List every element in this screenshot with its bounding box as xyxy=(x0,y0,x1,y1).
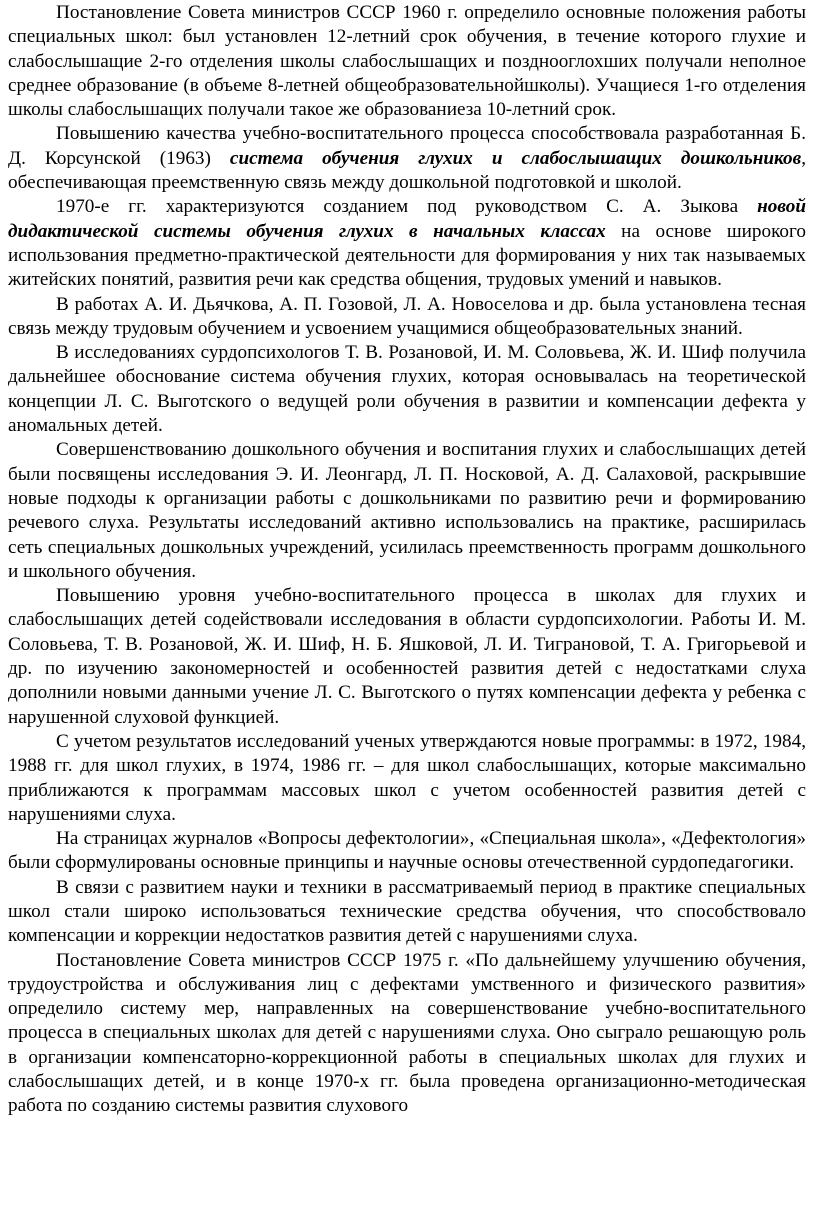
paragraph-korsunskaya xyxy=(8,122,806,195)
paragraph-text: 1970-е гг. характеризуются созданием под руководством С. А. Зыкова xyxy=(56,196,758,218)
paragraph-text: На страницах журналов «Вопросы дефектологии», «Специальная школа», «Дефектология» были сформулированы основные принципы и научные основы отечественной сурдопедагогики. xyxy=(8,828,806,874)
paragraph-text: на основе широкого использования предметно-практической деятельности для формирования у них так называемых житейских понятий, развития речи как средства общения, трудовых умений и навыков. xyxy=(8,220,807,291)
emphasized-term: новой дидактической системы обучения глухих в начальных классах xyxy=(8,196,806,242)
paragraph-technical-means xyxy=(8,876,806,949)
paragraph-text: В связи с развитием науки и техники в рассматриваемый период в практике специальных школ стали широко использоваться технические средства обучения, что способствовало компенсации и коррекции недостатков развития детей с нарушениями слуха. xyxy=(8,876,806,947)
paragraph-preschool xyxy=(8,438,806,584)
paragraph-surdopsychology-research xyxy=(8,584,806,730)
paragraph-surdopsychologists xyxy=(8,341,806,438)
paragraph-text: Постановление Совета министров СССР 1975 г. «По дальнейшему улучшению обучения, трудоустройства и обслуживания лиц с дефектами умственного и физического развития» определило систему мер, направленных на совершенствование учебно-воспитательного процесса в специальных школах для детей с нарушениями слуха. Оно сыграло решающую роль в организации компенсаторно-коррекционной работы в специальных школах для глухих и слабослышащих детей, и в конце 1970-х гг. была проведена организационно-методическая работа по созданию системы развития слухового xyxy=(8,949,806,1117)
paragraph-text: В работах А. И. Дьячкова, А. П. Гозовой, Л. А. Новоселова и др. была установлена тесная связь между трудовым обучением и усвоением учащимися общеобразовательных знаний. xyxy=(8,293,806,339)
paragraph-text: Постановление Совета министров СССР 1960 г. определило основные положения работы специальных школ: был установлен 12-летний срок обучения, в течение которого глухие и слабослышащие 2-го отделения школы слабослышащих и позднооглохших получали неполное среднее образование (в объеме 8-летней общеобразовательнойшколы). Учащиеся 1-го отделения школы слабослышащих получали такое же образованиеза 10-летний срок. xyxy=(8,2,806,121)
paragraph-text: С учетом результатов исследований ученых утверждаются новые программы: в 1972, 1984, 1988 гг. для школ глухих, в 1974, 1986 гг. – для школ слабослышащих, которые максимально приближаются к программам массовых школ с учетом особенностей развития детей с нарушениями слуха. xyxy=(8,730,806,825)
paragraph-text: Совершенствованию дошкольного обучения и воспитания глухих и слабослышащих детей были посвящены исследования Э. И. Леонгард, Л. П. Носковой, А. Д. Салаховой, раскрывшие новые подходы к организации работы с дошкольниками по развитию речи и формированию речевого слуха. Результаты исследований активно использовались на практике, расширилась сеть специальных дошкольных учреждений, усилилась преемственность программ дошкольного и школьного обучения. xyxy=(8,439,806,582)
paragraph-dyachkov xyxy=(8,293,806,342)
paragraph-text: Повышению уровня учебно-воспитательного процесса в школах для глухих и слабослышащих детей содействовали исследования в области сурдопсихологии. Работы И. М. Соловьева, Т. В. Розановой, Ж. И. Шиф, Н. Б. Яшковой, Л. И. Тиграновой, Т. А. Григорьевой и др. по изучению закономерностей и особенностей развития детей с недостатками слуха дополнили новыми данными учение Л. С. Выготского о путях компенсации дефекта у ребенка с нарушенной слуховой функцией. xyxy=(8,585,806,728)
emphasized-term: система обучения глухих и слабослышащих дошкольников xyxy=(229,147,802,169)
paragraph-new-programs xyxy=(8,730,806,827)
paragraph-zykov xyxy=(8,195,806,292)
paragraph-text: В исследованиях сурдопсихологов Т. В. Розановой, И. М. Соловьева, Ж. И. Шиф получила дальнейшее обоснование система обучения глухих, которая основывалась на теоретической концепции Л. С. Выготского о ведущей роли обучения в развитии и компенсации дефекта у аномальных детей. xyxy=(8,342,806,437)
paragraph-1960-decree xyxy=(8,1,806,122)
paragraph-text: Повышению качества учебно-воспитательного процесса способствовала разработанная Б. Д. Корсунской (1963) xyxy=(8,123,806,169)
paragraph-1975-decree xyxy=(8,949,806,1119)
paragraph-journals xyxy=(8,827,806,876)
paragraph-text: , обеспечивающая преемственную связь между дошкольной подготовкой и школой. xyxy=(8,147,806,194)
